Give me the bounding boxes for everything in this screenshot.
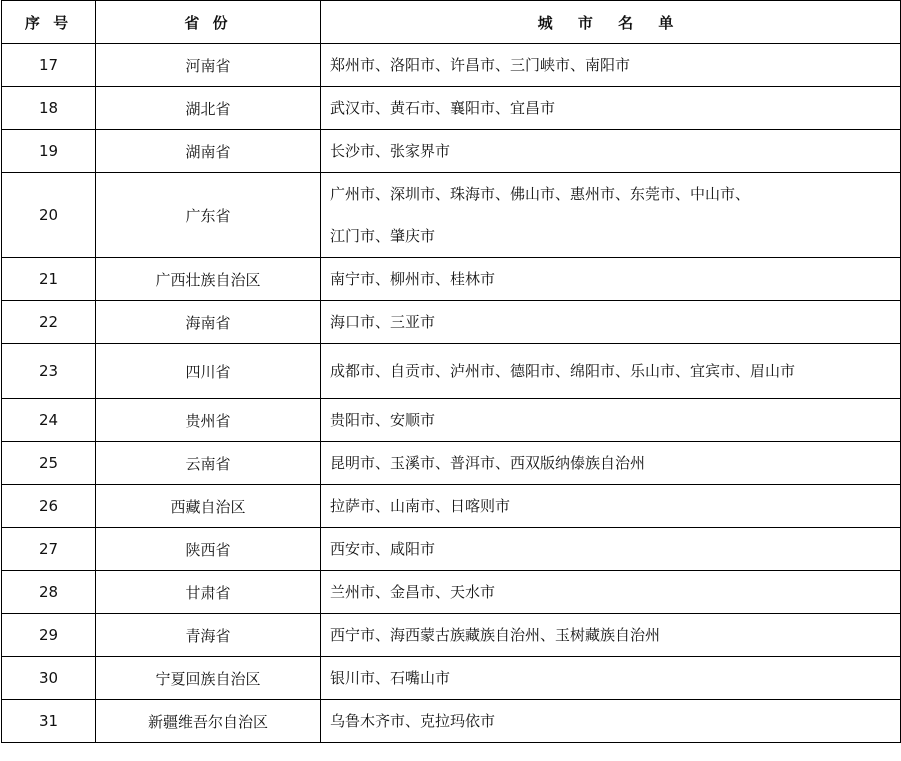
row-number: 31 bbox=[2, 700, 96, 743]
table-row bbox=[2, 614, 901, 657]
city-list bbox=[321, 399, 901, 442]
city-list bbox=[321, 44, 901, 87]
row-number: 22 bbox=[2, 301, 96, 344]
table-row bbox=[2, 173, 901, 258]
city-list-line: 海口市、三亚市 bbox=[330, 313, 436, 331]
city-list-line: 西宁市、海西蒙古族藏族自治州、玉树藏族自治州 bbox=[330, 626, 661, 644]
header-number: 序 号 bbox=[2, 1, 96, 44]
table-row bbox=[2, 657, 901, 700]
table-row bbox=[2, 485, 901, 528]
table-header-row bbox=[2, 1, 901, 44]
city-list bbox=[321, 258, 901, 301]
province-name: 云南省 bbox=[96, 442, 321, 485]
city-list-table bbox=[1, 0, 901, 743]
city-list-line: 乌鲁木齐市、克拉玛依市 bbox=[330, 712, 496, 730]
city-list bbox=[321, 344, 901, 399]
city-list-line: 昆明市、玉溪市、普洱市、西双版纳傣族自治州 bbox=[330, 454, 646, 472]
row-number: 25 bbox=[2, 442, 96, 485]
province-name: 宁夏回族自治区 bbox=[96, 657, 321, 700]
province-name: 新疆维吾尔自治区 bbox=[96, 700, 321, 743]
city-list bbox=[321, 571, 901, 614]
city-list-line: 郑州市、洛阳市、许昌市、三门峡市、南阳市 bbox=[330, 56, 631, 74]
city-list-line: 西安市、咸阳市 bbox=[330, 540, 436, 558]
city-list-line: 长沙市、张家界市 bbox=[330, 142, 451, 160]
header-province: 省 份 bbox=[96, 1, 321, 44]
city-list bbox=[321, 130, 901, 173]
city-list bbox=[321, 657, 901, 700]
city-list-line: 江门市、肇庆市 bbox=[330, 227, 436, 245]
province-name: 陕西省 bbox=[96, 528, 321, 571]
province-name: 湖北省 bbox=[96, 87, 321, 130]
header-cities: 城 市 名 单 bbox=[321, 1, 901, 44]
table-row bbox=[2, 130, 901, 173]
province-name: 广东省 bbox=[96, 173, 321, 258]
row-number: 19 bbox=[2, 130, 96, 173]
province-name: 四川省 bbox=[96, 344, 321, 399]
table-row bbox=[2, 87, 901, 130]
table-body bbox=[2, 44, 901, 743]
row-number: 27 bbox=[2, 528, 96, 571]
row-number: 24 bbox=[2, 399, 96, 442]
city-list bbox=[321, 614, 901, 657]
city-list-line: 兰州市、金昌市、天水市 bbox=[330, 583, 496, 601]
city-list-line: 成都市、自贡市、泸州市、德阳市、绵阳市、乐山市、宜宾市、眉山市 bbox=[330, 362, 796, 380]
table-row bbox=[2, 344, 901, 399]
table-row bbox=[2, 301, 901, 344]
row-number: 20 bbox=[2, 173, 96, 258]
city-list-line: 银川市、石嘴山市 bbox=[330, 669, 451, 687]
province-name: 广西壮族自治区 bbox=[96, 258, 321, 301]
city-list bbox=[321, 485, 901, 528]
city-list-line: 贵阳市、安顺市 bbox=[330, 411, 436, 429]
city-list bbox=[321, 87, 901, 130]
province-name: 河南省 bbox=[96, 44, 321, 87]
city-list-line: 广州市、深圳市、珠海市、佛山市、惠州市、东莞市、中山市、 bbox=[330, 185, 751, 203]
table-row bbox=[2, 399, 901, 442]
table-row bbox=[2, 442, 901, 485]
city-list bbox=[321, 442, 901, 485]
city-list-line: 拉萨市、山南市、日喀则市 bbox=[330, 497, 511, 515]
province-name: 西藏自治区 bbox=[96, 485, 321, 528]
city-list bbox=[321, 528, 901, 571]
city-list-line: 南宁市、柳州市、桂林市 bbox=[330, 270, 496, 288]
table-row bbox=[2, 44, 901, 87]
table-row bbox=[2, 571, 901, 614]
row-number: 29 bbox=[2, 614, 96, 657]
province-name: 湖南省 bbox=[96, 130, 321, 173]
city-list bbox=[321, 301, 901, 344]
row-number: 17 bbox=[2, 44, 96, 87]
row-number: 23 bbox=[2, 344, 96, 399]
province-name: 海南省 bbox=[96, 301, 321, 344]
row-number: 26 bbox=[2, 485, 96, 528]
table-row bbox=[2, 258, 901, 301]
city-list-line: 武汉市、黄石市、襄阳市、宜昌市 bbox=[330, 99, 556, 117]
row-number: 18 bbox=[2, 87, 96, 130]
row-number: 21 bbox=[2, 258, 96, 301]
province-name: 贵州省 bbox=[96, 399, 321, 442]
row-number: 30 bbox=[2, 657, 96, 700]
province-name: 甘肃省 bbox=[96, 571, 321, 614]
city-list bbox=[321, 173, 901, 258]
table-row bbox=[2, 528, 901, 571]
province-name: 青海省 bbox=[96, 614, 321, 657]
row-number: 28 bbox=[2, 571, 96, 614]
table-row bbox=[2, 700, 901, 743]
city-list bbox=[321, 700, 901, 743]
